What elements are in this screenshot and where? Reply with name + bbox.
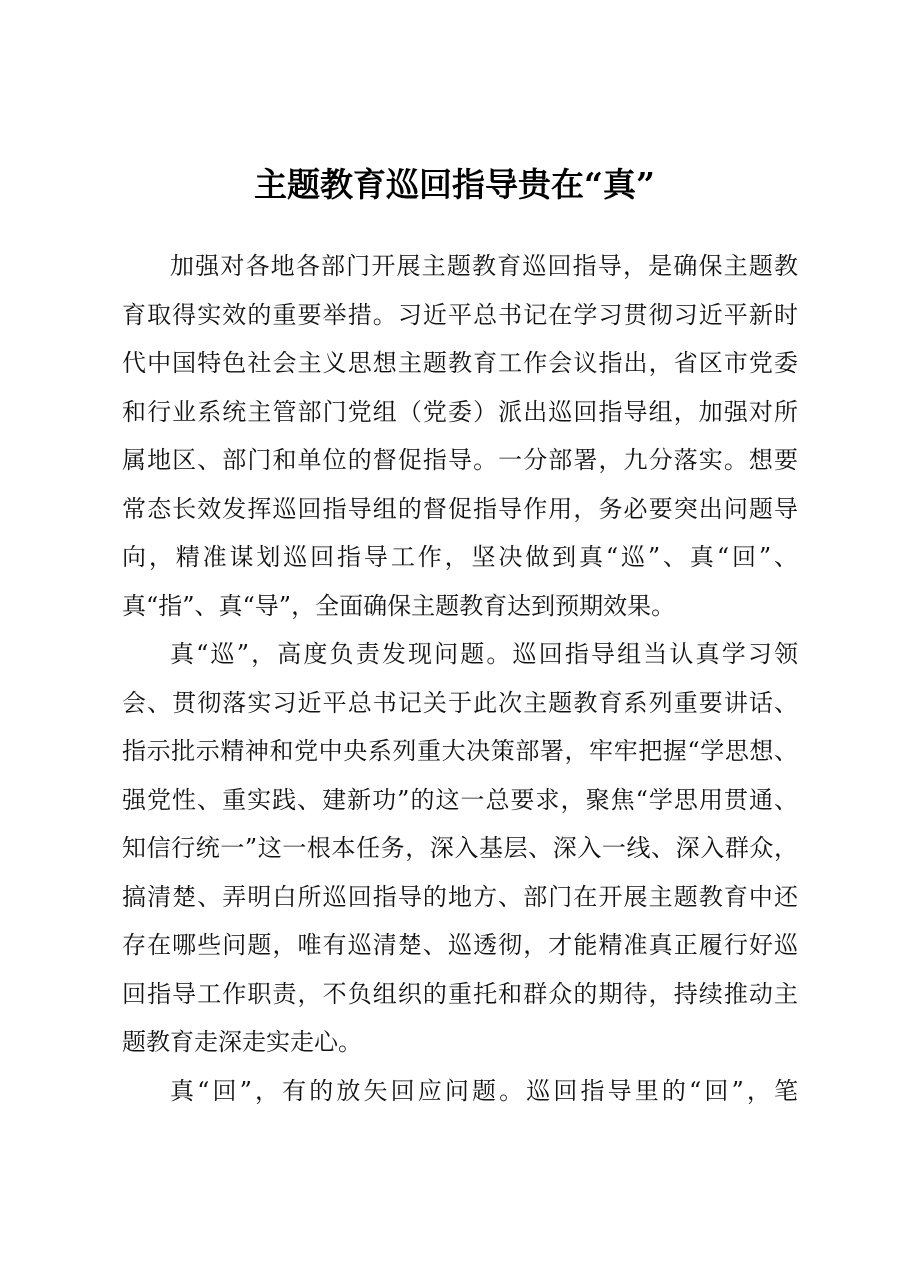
paragraph-line: 育取得实效的重要举措。习近平总书记在学习贯彻习近平新时 bbox=[122, 300, 798, 329]
paragraph-line: 会、贯彻落实习近平总书记关于此次主题教育系列重要讲话、 bbox=[122, 688, 798, 717]
paragraph-line: 代中国特色社会主义思想主题教育工作会议指出，省区市党委 bbox=[122, 349, 798, 377]
paragraph-line: 真“指”、真“导”，全面确保主题教育达到预期效果。 bbox=[122, 591, 676, 620]
paragraph-line: 回指导工作职责，不负组织的重托和群众的期待，持续推动主 bbox=[122, 979, 798, 1008]
paragraph-line: 和行业系统主管部门党组（党委）派出巡回指导组，加强对所 bbox=[122, 397, 798, 426]
paragraph-line: 搞清楚、弄明白所巡回指导的地方、部门在开展主题教育中还 bbox=[122, 882, 798, 911]
document-title: 主题教育巡回指导贵在“真” bbox=[254, 165, 655, 204]
paragraph-line: 题教育走深走实走心。 bbox=[122, 1028, 362, 1056]
paragraph-line: 属地区、部门和单位的督促指导。一分部署，九分落实。想要 bbox=[122, 446, 798, 474]
paragraph-line: 存在哪些问题，唯有巡清楚、巡透彻，才能精准真正履行好巡 bbox=[122, 931, 798, 959]
paragraph-line: 真“巡”，高度负责发现问题。巡回指导组当认真学习领 bbox=[170, 640, 798, 668]
paragraph-line: 强党性、重实践、建新功”的这一总要求，聚焦“学思用贯通、 bbox=[122, 785, 798, 814]
paragraph-line: 常态长效发挥巡回指导组的督促指导作用，务必要突出问题导 bbox=[122, 494, 798, 523]
paragraph-line: 真“回”，有的放矢回应问题。巡回指导里的“回”，笔 bbox=[170, 1076, 798, 1105]
paragraph-line: 指示批示精神和党中央系列重大决策部署，牢牢把握“学思想、 bbox=[122, 737, 798, 765]
document-body bbox=[122, 242, 798, 1115]
paragraph-line: 知信行统一”这一根本任务，深入基层、深入一线、深入群众， bbox=[122, 834, 798, 862]
paragraph-line: 向，精准谋划巡回指导工作，坚决做到真“巡”、真“回”、 bbox=[122, 543, 798, 571]
paragraph-line: 加强对各地各部门开展主题教育巡回指导，是确保主题教 bbox=[170, 252, 798, 280]
